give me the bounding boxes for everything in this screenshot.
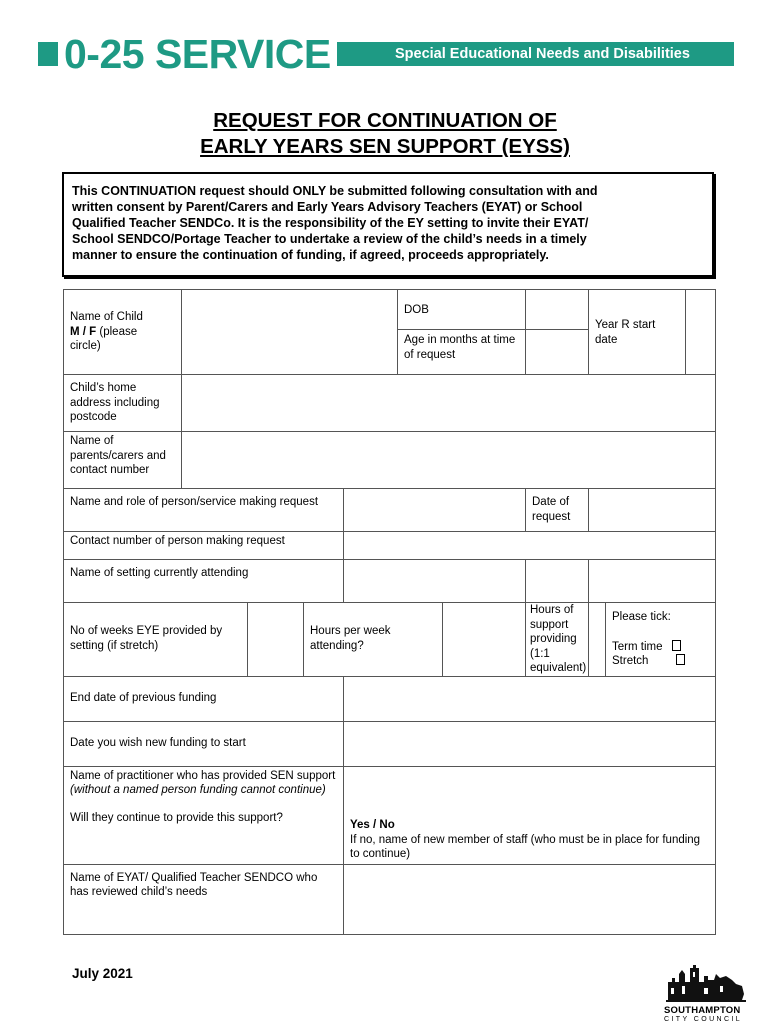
term-time-checkbox[interactable]	[672, 640, 681, 651]
year-r-field[interactable]	[686, 290, 716, 375]
requester-field[interactable]	[344, 489, 526, 532]
setting-field[interactable]	[344, 560, 526, 603]
end-date-field[interactable]	[344, 676, 716, 721]
dob-field[interactable]	[526, 290, 589, 330]
contact-number-field[interactable]	[344, 532, 716, 560]
setting-field-2[interactable]	[526, 560, 589, 603]
weeks-eye-field[interactable]	[248, 603, 304, 677]
header-tagline: Special Educational Needs and Disabilities	[395, 46, 690, 62]
page-title	[0, 108, 770, 160]
if-no-text: If no, name of new member of staff (who must be in place for funding to continue)	[350, 833, 701, 860]
stretch-checkbox[interactable]	[676, 654, 685, 665]
new-start-label: Date you wish new funding to start	[64, 721, 344, 766]
name-of-child-field[interactable]	[182, 290, 398, 375]
title-line-2: EARLY YEARS SEN SUPPORT (EYSS)	[200, 135, 570, 158]
requester-label: Name and role of person/service making request	[64, 489, 344, 532]
new-start-field[interactable]	[344, 721, 716, 766]
setting-field-3[interactable]	[589, 560, 716, 603]
home-address-label: Child’s home address including postcode	[64, 375, 182, 432]
setting-label: Name of setting currently attending	[64, 560, 344, 603]
intro-line-4: School SENDCO/Portage Teacher to undertake a review of the child’s needs in a timely	[72, 232, 587, 246]
practitioner-field[interactable]	[344, 766, 716, 864]
hours-support-label: Hours of support providing (1:1 equivalent)	[526, 603, 589, 677]
age-months-label: Age in months at time of request	[398, 330, 526, 375]
eyat-label: Name of EYAT/ Qualified Teacher SENDCO who has reviewed child’s needs	[64, 864, 344, 934]
parents-field[interactable]	[182, 432, 716, 489]
age-months-field[interactable]	[526, 330, 589, 375]
date-of-request-label: Date of request	[526, 489, 589, 532]
date-of-request-field[interactable]	[589, 489, 716, 532]
hours-per-week-field[interactable]	[443, 603, 526, 677]
hours-support-field[interactable]	[589, 603, 606, 677]
intro-line-1: This CONTINUATION request should ONLY be submitted following consultation with and	[72, 184, 598, 198]
weeks-eye-label: No of weeks EYE provided by setting (if stretch)	[64, 603, 248, 677]
council-name: SOUTHAMPTON	[664, 1005, 741, 1016]
year-r-label: Year R start date	[589, 290, 686, 375]
hours-per-week-label: Hours per week attending?	[304, 603, 443, 677]
eyat-field[interactable]	[344, 864, 716, 934]
intro-box	[62, 172, 714, 277]
home-address-field[interactable]	[182, 375, 716, 432]
please-tick-label: Please tick:	[612, 611, 671, 623]
brand-logo-text: 0-25 SERVICE	[58, 32, 337, 76]
end-date-label: End date of previous funding	[64, 676, 344, 721]
intro-line-3: Qualified Teacher SENDCo. It is the responsibility of the EY setting to invite their EYAT/	[72, 216, 589, 230]
title-line-1: REQUEST FOR CONTINUATION OF	[213, 109, 557, 132]
practitioner-cell: Name of practitioner who has provided SEN support (without a named person funding cannot continue) Will they continue to provide this support?	[64, 766, 344, 864]
footer-date: July 2021	[72, 966, 133, 981]
please-tick-cell	[606, 603, 716, 677]
contact-number-label: Contact number of person making request	[64, 532, 344, 560]
dob-label: DOB	[398, 290, 526, 330]
name-of-child-label: Name of Child M / F (please circle)	[64, 290, 182, 375]
intro-line-5: manner to ensure the continuation of funding, if agreed, proceeds appropriately.	[72, 248, 549, 262]
council-subname: CITY COUNCIL	[664, 1016, 743, 1023]
continue-question: Will they continue to provide this support?	[70, 811, 283, 824]
stretch-option[interactable]: Stretch	[612, 654, 709, 669]
intro-line-2: written consent by Parent/Carers and Early Years Advisory Teachers (EYAT) or School	[72, 200, 583, 214]
term-time-option[interactable]: Term time	[612, 640, 709, 655]
parents-label: Name of parents/carers and contact number	[64, 432, 182, 489]
yes-no-option[interactable]: Yes / No	[350, 819, 395, 831]
request-form-table	[63, 289, 716, 935]
